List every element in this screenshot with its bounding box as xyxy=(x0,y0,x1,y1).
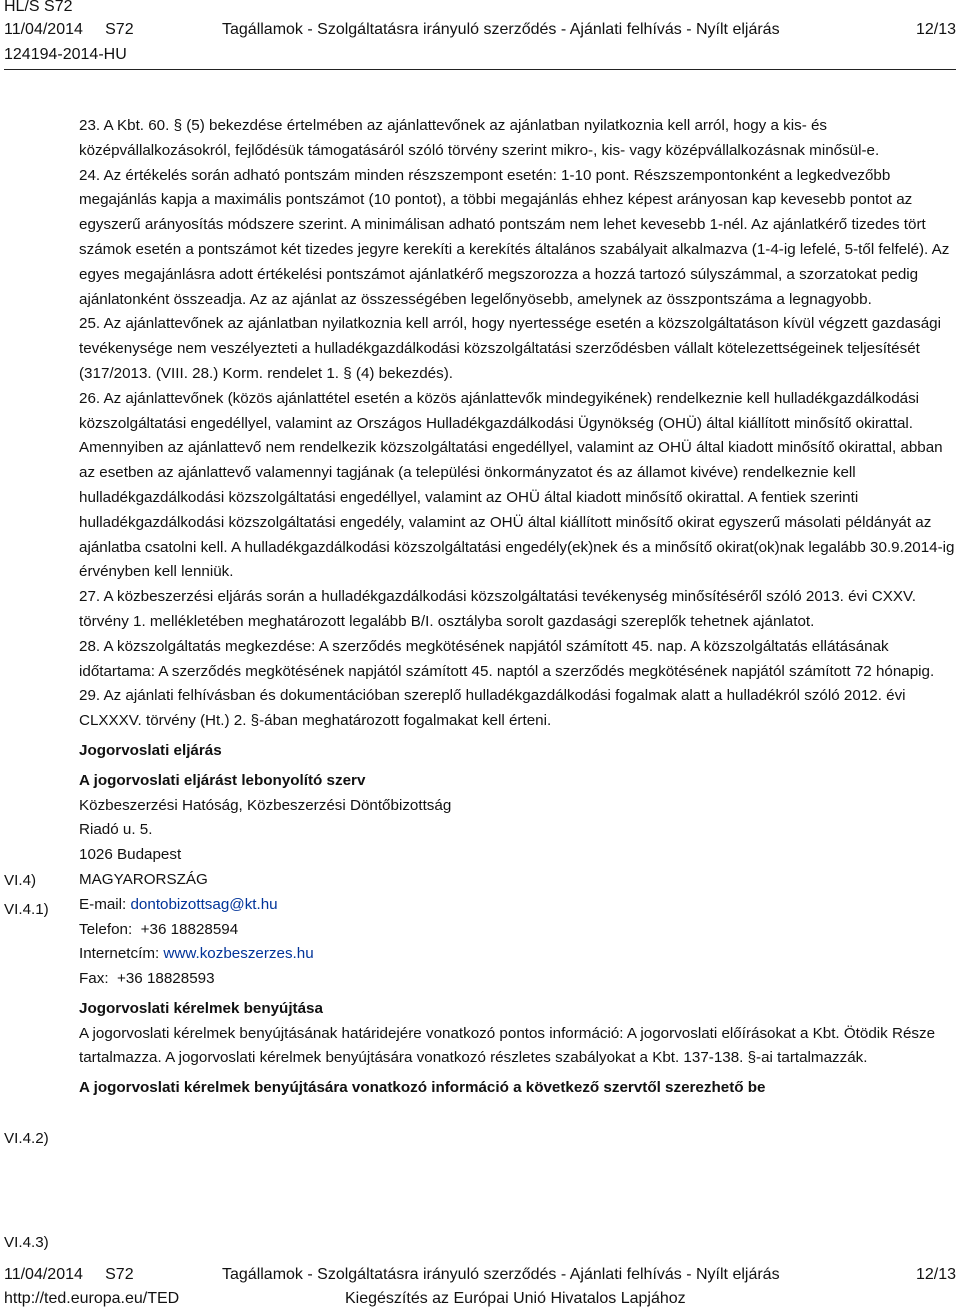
paragraph-24: 24. Az értékelés során adható pontszám minden részszempont esetén: 1-10 pont. Részszempontonként a legkedvezőbb megajánlás kapja a maximális pontszámot (10 pontot), a többi megajánlás ehhez képest arányosan kap kevesebb pontot az egyszerű arányosítás módszere szerint. A minimálisan adható pontszám nem lehet kevesebb 1-nél. Az ajánlatkérő tizedes tört számok esetén a pontszámot két tizedes jegyre kerekíti a kerekítés általános szabályait alkalmazva (1-4-ig lefelé, 5-től felfelé). Az egyes megajánlásra adott értékelési pontszámot ajánlatkérő megszorozza a hozzá tartozó súlyszámmal, a szorzatokat pedig ajánlatonként összeadja. Az az ajánlat az összességében legelőnyösebb, amelynek az összpontszáma a legnagyobb. xyxy=(79,166,950,308)
org-street: Riadó u. 5. xyxy=(79,821,153,839)
page-header xyxy=(4,0,956,72)
paragraph-27: 27. A közbeszerzési eljárás során a hulladékgazdálkodási közszolgáltatási tevékenység minősítéséről szóló 2013. évi CXXV. törvény 1. mellékletében meghatározott legalább B/I. osztályba sorolt gazdasági szereplők tehetnek ajánlatot. xyxy=(79,588,916,630)
org-email-line xyxy=(79,893,955,918)
footer-url[interactable]: http://ted.europa.eu/TED xyxy=(4,1290,180,1307)
journal-title: HL/S S72 xyxy=(4,0,73,15)
email-link[interactable]: dontobizottsag@kt.hu xyxy=(130,895,278,913)
footer-description: Tagállamok - Szolgáltatásra irányuló szerződés - Ajánlati felhívás - Nyílt eljárás xyxy=(222,1266,780,1283)
page-footer xyxy=(4,1263,956,1311)
paragraph-23: 23. A Kbt. 60. § (5) bekezdése értelmében az ajánlattevőnek az ajánlatban nyilatkoznia kell arról, hogy a kis- és középvállalkozásokról, fejlődésük támogatásáról szóló törvény szerint mikro-, kis- vagy középvállalkozásnak minősül-e. xyxy=(79,117,880,159)
footer-supplement: Kiegészítés az Európai Unió Hivatalos Lapjához xyxy=(345,1290,686,1307)
header-divider xyxy=(4,69,956,70)
header-page-number: 12/13 xyxy=(915,21,956,38)
web-link[interactable]: www.kozbeszerzes.hu xyxy=(163,945,314,963)
org-name: Közbeszerzési Hatóság, Közbeszerzési Döntőbizottság xyxy=(79,796,452,814)
section-number-vi43: VI.4.3) xyxy=(4,1234,49,1251)
email-label: E-mail: xyxy=(79,895,131,913)
org-fax: Fax: +36 18828593 xyxy=(79,970,215,988)
paragraph-28: 28. A közszolgáltatás megkezdése: A szerződés megkötésének napjától számított 45. nap. A közszolgáltatás ellátásának időtartama: A szerződés megkötésének napjától számított 45. naptól a szerződés megkötésének napjától számított 72 hónapig. xyxy=(79,637,935,680)
section-number-vi41: VI.4.1) xyxy=(4,901,49,918)
footer-date-code: 11/04/2014 S72 xyxy=(4,1266,134,1283)
section-title-vi4: Jogorvoslati eljárás xyxy=(79,741,222,759)
web-label: Internetcím: xyxy=(79,945,164,963)
paragraph-29: 29. Az ajánlati felhívásban és dokumentációban szereplő hulladékgazdálkodási fogalmak alatt a hulladékról szóló 2012. évi CLXXXV. törvény (Ht.) 2. §-ában meghatározott fogalmakat kell érteni. xyxy=(79,687,906,730)
paragraph-25: 25. Az ajánlattevőnek az ajánlatban nyilatkoznia kell arról, hogy nyertessége esetén a közszolgáltatáson kívül végzett gazdasági tevékenysége nem veszélyezteti a hulladékgazdálkodási közszolgáltatási szerződésben vállalt kötelezettségeinek teljesítését (317/2013. (VIII. 28.) Korm. rendelet 1. § (4) bekezdés). xyxy=(79,315,942,382)
section-title-vi42: Jogorvoslati kérelmek benyújtása xyxy=(79,999,323,1017)
section-number-vi4: VI.4) xyxy=(4,872,37,889)
header-description: Tagállamok - Szolgáltatásra irányuló szerződés - Ajánlati felhívás - Nyílt eljárás xyxy=(222,21,780,38)
section-title-vi41: A jogorvoslati eljárást lebonyolító szerv xyxy=(79,771,366,789)
section-title-vi43: A jogorvoslati kérelmek benyújtására vonatkozó információ a következő szervtől szerezhető be xyxy=(79,1079,766,1097)
section-text-vi42: A jogorvoslati kérelmek benyújtásának határidejére vonatkozó pontos információ: A jogorvoslati előírásokat a Kbt. Ötödik Része tartalmazza. A jogorvoslati kérelmek benyújtására vonatkozó részletes szabályokat a Kbt. 137-138. §-ai tartalmazzák. xyxy=(79,1024,936,1067)
org-city: 1026 Budapest xyxy=(79,846,182,864)
header-date-code: 11/04/2014 S72 xyxy=(4,21,134,38)
paragraph-26: 26. Az ajánlattevőnek (közös ajánlattétel esetén a közös ajánlattevők mindegyikének) rendelkeznie kell hulladékgazdálkodási közszolgáltatási engedéllyel, valamint az Országos Hulladékgazdálkodási Ügynökség (OHÜ) által kiállított minősítő okirattal. Amennyiben az ajánlattevő nem rendelkezik közszolgáltatási engedéllyel, valamint az OHÜ által kiadott minősítő okirattal, abban az esetben az ajánlattevő valamennyi tagjának (a települési önkormányzatot és az államot kivéve) rendelkeznie kell hulladékgazdálkodási közszolgáltatási engedéllyel, valamint az OHÜ által kiadott minősítő okirattal. A fentiek szerinti hulladékgazdálkodási közszolgáltatási engedély, valamint az OHÜ által kiállított minősítő okirat egyszerű másolati példányát az ajánlatba csatolni kell. A hulladékgazdálkodási közszolgáltatási engedély(ek)nek és a minősítő okirat(ok)nak legalább 30.9.2014-ig érvényben kell lenniük. xyxy=(79,389,955,581)
notice-id: 124194-2014-HU xyxy=(4,46,127,63)
footer-page-number: 12/13 xyxy=(915,1266,956,1283)
section-number-vi42: VI.4.2) xyxy=(4,1130,49,1147)
main-content xyxy=(79,114,955,1101)
org-phone: Telefon: +36 18828594 xyxy=(79,920,239,938)
org-country: MAGYARORSZÁG xyxy=(79,870,208,888)
org-web-line xyxy=(79,942,955,967)
